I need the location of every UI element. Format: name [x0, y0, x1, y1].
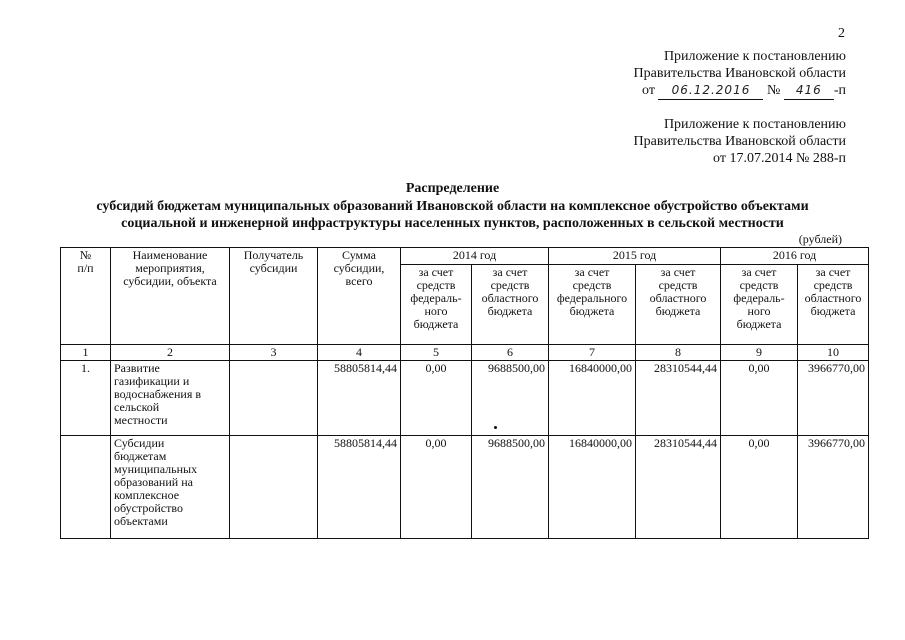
header-recipient: Получатель субсидии [230, 248, 318, 345]
document-subtitle-line2: социальной и инженерной инфраструктуры населенных пунктов, расположенных в сельской местности [121, 216, 784, 231]
column-number: 1 [61, 345, 111, 361]
appendix-new-block [634, 48, 846, 100]
row-name: Субсидии бюджетам муниципальных образований на комплексное обустройство объектами [111, 436, 230, 539]
header-reg-2015: за счет средств областного бюджета [636, 265, 721, 345]
column-number: 2 [111, 345, 230, 361]
header-year-2014: 2014 год [401, 248, 549, 265]
column-number: 10 [798, 345, 869, 361]
appendix-old-block [634, 116, 846, 167]
row-reg-2015: 28310544,44 [636, 436, 721, 539]
header-total: Сумма субсидии, всего [318, 248, 401, 345]
row-fed-2014: 0,00 [401, 436, 472, 539]
date-prefix: от [642, 83, 655, 98]
handwritten-date: 06.12.2016 [658, 82, 763, 100]
number-prefix: № [766, 83, 781, 98]
row-fed-2016: 0,00 [721, 436, 798, 539]
handwritten-number: 416 [784, 82, 834, 100]
document-title: Распределение [405, 181, 500, 196]
header-year-2015: 2015 год [549, 248, 721, 265]
units-label: (рублей) [798, 232, 842, 246]
row-name: Развитие газификации и водоснабжения в сельской местности [111, 361, 230, 436]
table-row [61, 361, 869, 436]
header-num: № п/п [61, 248, 111, 345]
appendix-new-line1: Приложение к постановлению [663, 49, 846, 64]
row-fed-2014: 0,00 [401, 361, 472, 436]
header-fed-2015: за счет средств федерального бюджета [549, 265, 636, 345]
row-reg-2016: 3966770,00 [798, 436, 869, 539]
appendix-old-line2: Правительства Ивановской области [633, 134, 846, 149]
page-number: 2 [838, 26, 845, 41]
row-fed-2015: 16840000,00 [549, 436, 636, 539]
row-recipient [230, 361, 318, 436]
row-reg-2014: 9688500,00 [472, 436, 549, 539]
column-number: 7 [549, 345, 636, 361]
appendix-new-date-line [634, 82, 846, 100]
column-number: 6 [472, 345, 549, 361]
column-number: 5 [401, 345, 472, 361]
scan-speck [494, 426, 497, 429]
row-num: 1. [61, 361, 111, 436]
header-name: Наименование мероприятия, субсидии, объекта [111, 248, 230, 345]
header-year-2016: 2016 год [721, 248, 869, 265]
column-number-row [61, 345, 869, 361]
column-number: 8 [636, 345, 721, 361]
column-number: 9 [721, 345, 798, 361]
header-fed-2016: за счет средств федераль- ного бюджета [721, 265, 798, 345]
header-reg-2016: за счет средств областного бюджета [798, 265, 869, 345]
column-number: 3 [230, 345, 318, 361]
row-total: 58805814,44 [318, 436, 401, 539]
row-recipient [230, 436, 318, 539]
table-row [61, 436, 869, 539]
row-reg-2015: 28310544,44 [636, 361, 721, 436]
subsidy-table [60, 247, 869, 539]
document-subtitle-line1: субсидий бюджетам муниципальных образований Ивановской области на комплексное обустройство объектами [96, 199, 809, 214]
appendix-old-line1: Приложение к постановлению [663, 117, 846, 132]
row-reg-2016: 3966770,00 [798, 361, 869, 436]
row-fed-2016: 0,00 [721, 361, 798, 436]
row-reg-2014: 9688500,00 [472, 361, 549, 436]
number-suffix: -п [833, 83, 846, 98]
row-fed-2015: 16840000,00 [549, 361, 636, 436]
row-total: 58805814,44 [318, 361, 401, 436]
header-fed-2014: за счет средств федераль- ного бюджета [401, 265, 472, 345]
row-num [61, 436, 111, 539]
appendix-old-line3: от 17.07.2014 № 288-п [713, 151, 846, 166]
appendix-new-line2: Правительства Ивановской области [633, 66, 846, 81]
header-reg-2014: за счет средств областного бюджета [472, 265, 549, 345]
column-number: 4 [318, 345, 401, 361]
